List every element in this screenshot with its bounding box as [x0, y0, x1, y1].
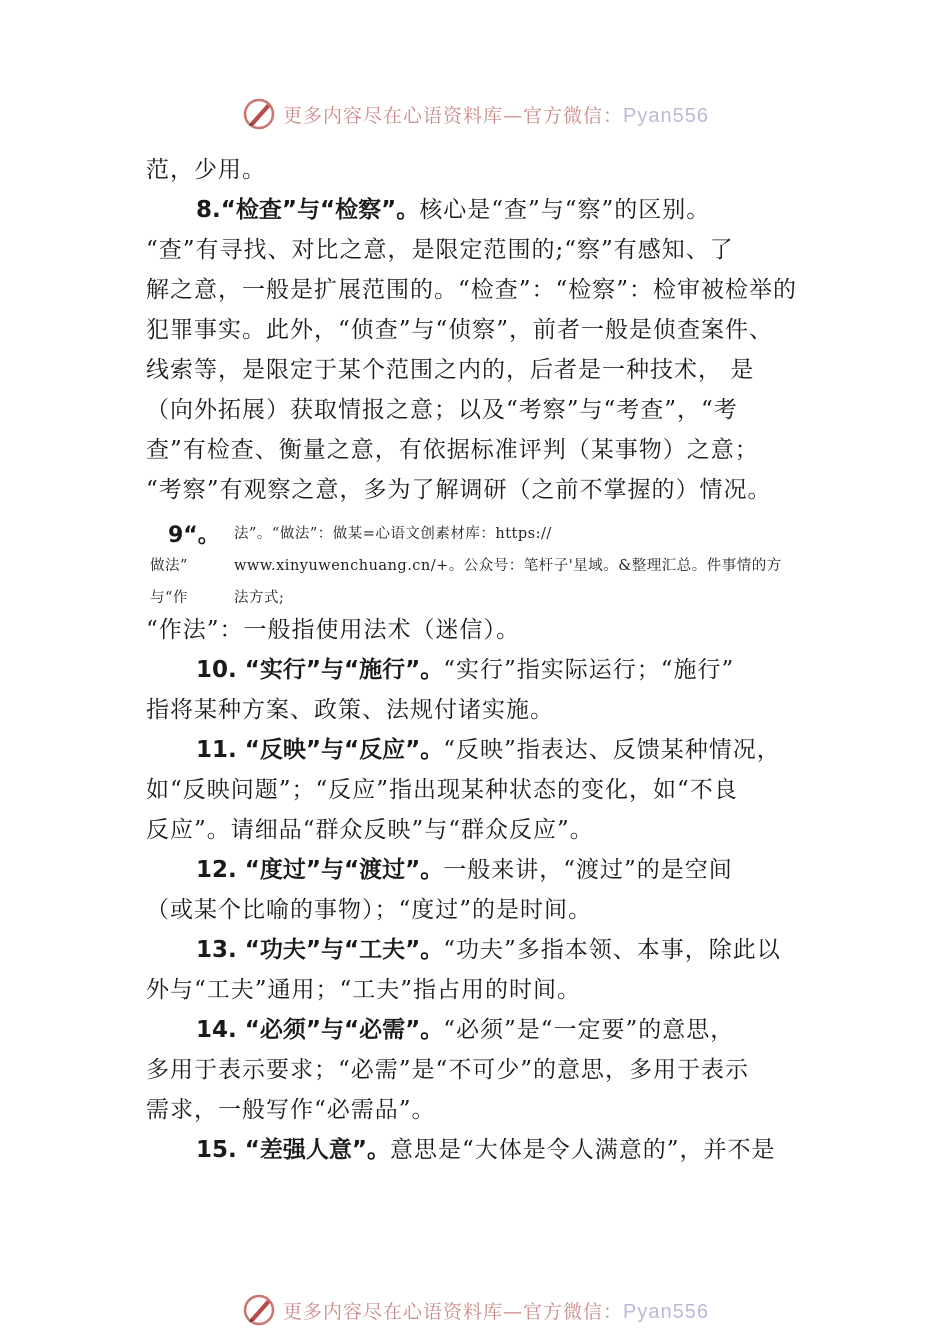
item-9-number: 9“。 [168, 523, 220, 548]
text-line: 多用于表示要求；“必需”是“不可少”的意思，多用于表示 [146, 1057, 750, 1083]
item-9-block [146, 510, 826, 606]
item-10-heading: 10. “实行”与“施行”。“实行”指实际运行；“施行” [196, 657, 735, 683]
document-body [146, 150, 826, 1170]
text-line: 解之意，一般是扩展范围的。“检查”：“检察”：检审被检举的 [146, 277, 798, 303]
text-line: 外与“工夫”通用；“工夫”指占用的时间。 [146, 977, 582, 1003]
text-line: 犯罪事实。此外，“侦查”与“侦察”，前者一般是侦查案件、 [146, 317, 774, 343]
text-line: 线索等，是限定于某个范围之内的，后者是一种技术， 是 [146, 357, 755, 383]
text-line: 指将某种方案、政策、法规付诸实施。 [146, 697, 554, 723]
item-11-heading: 11. “反映”与“反应”。“反映”指表达、反馈某种情况， [196, 737, 781, 763]
header-banner [0, 94, 950, 134]
item-8-heading: 8.“检查”与“检察”。核心是“查”与“察”的区别。 [196, 197, 711, 223]
text-line: “考察”有观察之意，多为了解调研（之前不掌握的）情况。 [146, 477, 772, 503]
item-12-heading: 12. “度过”与“渡过”。一般来讲，“渡过”的是空间 [196, 857, 733, 883]
item-13-heading: 13. “功夫”与“工夫”。“功夫”多指本领、本事，除此以 [196, 937, 781, 963]
text-line: （或某个比喻的事物）；“度过”的是时间。 [146, 897, 593, 923]
banner-text: 更多内容尽在心语资料库—官方微信：Pyan556 [283, 104, 709, 127]
text-line: “查”有寻找、对比之意，是限定范围的;“察”有感知、了 [146, 237, 734, 263]
text-line: 查”有检查、衡量之意，有依据标准评判（某事物）之意； [146, 437, 759, 463]
item-9-text: www.xinyuwenchuang.cn/+。公众号：笔杆子'星域。&整理汇总。件事情的方 [234, 558, 782, 574]
item-15-heading: 15. “差强人意”。意思是“大体是令人满意的”，并不是 [196, 1137, 776, 1163]
text-line: “作法”：一般指使用法术（迷信）。 [146, 617, 521, 643]
footer-banner [0, 1290, 950, 1330]
pen-logo-icon [241, 96, 277, 132]
text-line: 反应”。请细品“群众反映”与“群众反应”。 [146, 817, 594, 843]
item-9-text: 与“作 [150, 590, 188, 606]
item-14-heading: 14. “必须”与“必需”。“必须”是“一定要”的意思， [196, 1017, 735, 1043]
text-line: （向外拓展）获取情报之意；以及“考察”与“考查”，“考 [146, 397, 738, 423]
text-line: 需求，一般写作“必需品”。 [146, 1097, 436, 1123]
item-9-text: 法方式; [234, 590, 285, 606]
item-9-text: 法”。“做法”：做某=心语文创素材库：https:// [234, 526, 552, 542]
pen-logo-icon [241, 1292, 277, 1328]
text-line: 范，少用。 [146, 157, 266, 183]
banner-text: 更多内容尽在心语资料库—官方微信：Pyan556 [283, 1300, 709, 1323]
text-line: 如“反映问题”；“反应”指出现某种状态的变化，如“不良 [146, 777, 738, 803]
item-9-text: 做法” [150, 558, 188, 574]
